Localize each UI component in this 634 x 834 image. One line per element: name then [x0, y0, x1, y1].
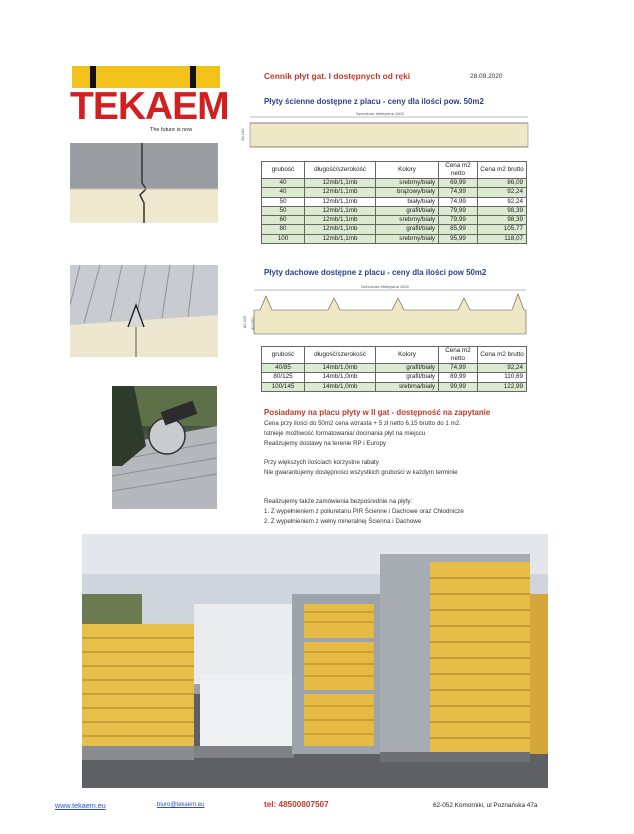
logo-tagline: The future is now [150, 127, 193, 133]
cell-gross-price: 92,24 [478, 197, 527, 206]
cell-thickness: 100/145 [262, 382, 305, 391]
cell-gross-price: 86,09 [478, 179, 527, 188]
cell-length-width: 12mb/1,1mb [305, 216, 376, 225]
roof-panel-photo [70, 265, 218, 357]
table-row [262, 216, 527, 225]
cell-net-price: 74,99 [439, 197, 478, 206]
wall-panel-photo [70, 143, 218, 223]
col-header-length-width: długość/szerokość [305, 347, 376, 364]
cell-length-width: 12mb/1,1mb [305, 225, 376, 234]
cell-gross-price: 118,07 [478, 234, 527, 243]
wall-panel-diagram [236, 111, 536, 157]
col-header-colors: Kolory [376, 162, 439, 179]
wall-diagram-label: Szerokość efektywna 1000 [356, 111, 404, 116]
col-header-net-price: Cena m2 netto [439, 162, 478, 179]
table-row [262, 382, 527, 391]
col-header-gross-price: Cena m2 brutto [478, 162, 527, 179]
info-line: Realizujemy dostawy na terenie RP i Europy [264, 439, 386, 447]
col-header-colors: Kolory [376, 347, 439, 364]
roof-section-heading: Płyty dachowe dostępne z placu - ceny dla ilości pow 50m2 [264, 268, 487, 277]
cell-thickness: 40 [262, 188, 305, 197]
table-header-row [262, 347, 527, 364]
cell-net-price: 79,99 [439, 206, 478, 215]
cell-thickness: 40/85 [262, 364, 305, 373]
info-block-3 [264, 497, 464, 526]
cell-colors: biały/biały [376, 197, 439, 206]
roof-diagram-side-label-2: 40-160 [250, 317, 255, 330]
cell-net-price: 95,99 [439, 234, 478, 243]
cell-length-width: 12mb/1,1mb [305, 234, 376, 243]
info-line: Przy większych ilościach korzystne rabaty [264, 459, 379, 466]
cell-net-price: 74,99 [439, 188, 478, 197]
table-row [262, 234, 527, 243]
info-block-1 [264, 419, 461, 448]
cell-length-width: 12mb/1,1mb [305, 188, 376, 197]
cell-length-width: 12mb/1,1mb [305, 206, 376, 215]
roof-panel-diagram [236, 284, 536, 344]
cell-colors: srebrny/biały [376, 216, 439, 225]
cell-colors: grafit/biały [376, 225, 439, 234]
col-header-net-price: Cena m2 netto [439, 347, 478, 364]
table-row [262, 206, 527, 215]
info-block-2 [264, 458, 458, 478]
page-date: 28.09.2020 [470, 73, 503, 80]
table-row [262, 188, 527, 197]
cell-colors: srebrny/biały [376, 234, 439, 243]
cell-length-width: 14mb/1,0mb [305, 364, 376, 373]
cell-length-width: 14mb/1,0mb [305, 382, 376, 391]
second-grade-heading: Posiadamy na placu płyty w II gat - dostępność na zapytanie [264, 408, 491, 417]
roof-diagram-side-label-1: 80-205 [242, 315, 247, 328]
cell-length-width: 12mb/1,1mb [305, 197, 376, 206]
cell-thickness: 80 [262, 225, 305, 234]
table-header-row [262, 162, 527, 179]
cell-thickness: 60 [262, 216, 305, 225]
wall-section-heading: Płyty ścienne dostępne z placu - ceny dla ilości pow. 50m2 [264, 97, 484, 106]
info-line: 2. Z wypełnieniem z wełny mineralnej Ścienna i Dachowe [264, 517, 422, 525]
cell-gross-price: 110,69 [478, 373, 527, 382]
cell-colors: grafit/biały [376, 373, 439, 382]
cell-gross-price: 105,77 [478, 225, 527, 234]
cell-length-width: 14mb/1,0mb [305, 373, 376, 382]
cell-colors: srebrna/biały [376, 382, 439, 391]
cell-thickness: 40 [262, 179, 305, 188]
cell-net-price: 74,99 [439, 364, 478, 373]
cell-length-width: 12mb/1,1mb [305, 179, 376, 188]
cell-colors: brązowy/biały [376, 188, 439, 197]
cell-net-price: 85,99 [439, 225, 478, 234]
col-header-thickness: grubość [262, 347, 305, 364]
col-header-thickness: grubość [262, 162, 305, 179]
table-row [262, 225, 527, 234]
table-row [262, 364, 527, 373]
col-header-length-width: długość/szerokość [305, 162, 376, 179]
page-title: Cennik płyt gat. I dostępnych od ręki [264, 71, 411, 81]
cell-thickness: 50 [262, 206, 305, 215]
cell-gross-price: 92,24 [478, 364, 527, 373]
info-line: Istnieje możliwość formatowania/ docinania płyt na miejscu [264, 429, 426, 437]
table-row [262, 179, 527, 188]
info-line: Cena przy ilości do 50m2 cena wzrasta + 5 zł netto 6,15 brutto do 1 m2. [264, 420, 461, 427]
cell-thickness: 80/125 [262, 373, 305, 382]
info-line: Nie gwarantujemy dostępności wszystkich grubości w każdym terminie [264, 468, 458, 476]
cell-gross-price: 92,24 [478, 188, 527, 197]
cell-net-price: 99,99 [439, 382, 478, 391]
roof-price-table [261, 346, 527, 392]
roof-diagram-label: Szerokość efektywna 1000 [361, 284, 409, 289]
cell-colors: grafit/biały [376, 364, 439, 373]
cell-net-price: 89,99 [439, 373, 478, 382]
website-link[interactable]: www.tekaem.eu [55, 801, 106, 810]
cell-colors: grafit/biały [376, 206, 439, 215]
cell-gross-price: 98,39 [478, 216, 527, 225]
info-line: 1. Z wypełnieniem z poliuretanu PIR Ścienne i Dachowe oraz Chłodnicze [264, 507, 464, 515]
cell-net-price: 69,99 [439, 179, 478, 188]
cell-thickness: 50 [262, 197, 305, 206]
info-line: Realizujemy także zamówienia bezpośrednie na płyty: [264, 498, 413, 505]
table-row [262, 373, 527, 382]
logo-wordmark: TEKAEM [70, 85, 229, 128]
cell-gross-price: 122,99 [478, 382, 527, 391]
phone-number: tel: 48500807507 [264, 800, 329, 809]
table-row [262, 197, 527, 206]
wall-diagram-side-label: 40-100 [240, 128, 245, 141]
cell-thickness: 100 [262, 234, 305, 243]
company-address: 62-052 Komorniki, ul Poznańska 47a [433, 802, 538, 809]
col-header-gross-price: Cena m2 brutto [478, 347, 527, 364]
cell-colors: srebrny/biały [376, 179, 439, 188]
cell-net-price: 79,99 [439, 216, 478, 225]
warehouse-yard-photo [82, 534, 548, 788]
wall-price-table [261, 161, 527, 244]
email-link[interactable]: biuro@tekaem.eu [157, 802, 205, 808]
panel-cutting-photo [112, 386, 217, 509]
cell-gross-price: 98,39 [478, 206, 527, 215]
